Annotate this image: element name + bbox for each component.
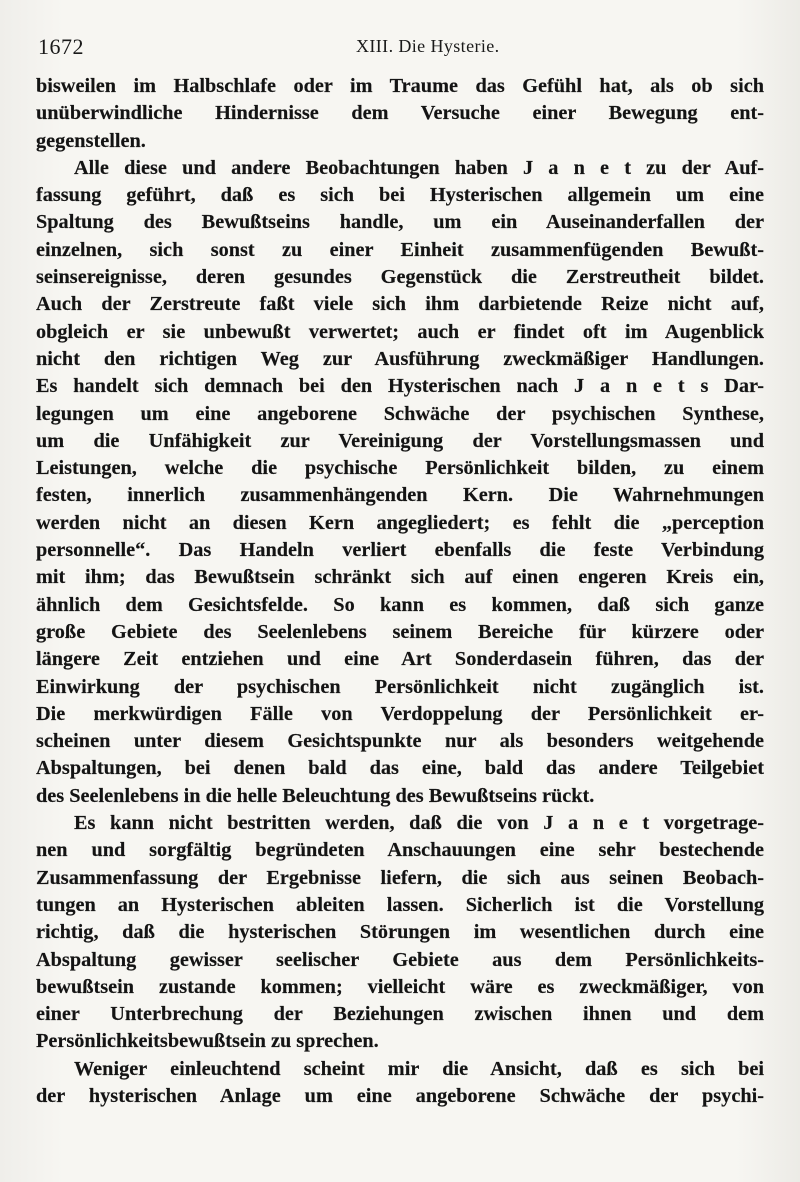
text-line: große Gebiete des Seelenlebens seinem Bereiche für kürzere oder: [36, 620, 764, 643]
text-line: richtig, daß die hysterischen Störungen im wesentlichen durch eine: [36, 921, 764, 944]
text-line: einer Unterbrechung der Beziehungen zwischen ihnen und dem: [36, 1003, 764, 1026]
text-line: nicht den richtigen Weg zur Ausführung zweckmäßiger Handlungen.: [36, 347, 764, 370]
text-line: einzelnen, sich sonst zu einer Einheit zusammenfügenden Bewußt-: [36, 238, 764, 261]
text-line: obgleich er sie unbewußt verwertet; auch er findet oft im Augenblick: [36, 320, 764, 343]
text-line: Es handelt sich demnach bei den Hysterischen nach J a n e t s Dar-: [36, 375, 764, 398]
text-line: Auch der Zerstreute faßt viele sich ihm darbietende Reize nicht auf,: [36, 293, 764, 316]
text-line: gegenstellen.: [36, 129, 146, 152]
page-header: [38, 34, 762, 64]
text-line: Die merkwürdigen Fälle von Verdoppelung der Persönlichkeit er-: [36, 702, 764, 725]
text-line: Alle diese und andere Beobachtungen haben J a n e t zu der Auf-: [74, 156, 764, 179]
text-line: ähnlich dem Gesichtsfelde. So kann es kommen, daß sich ganze: [36, 593, 764, 616]
text-line: bewußtsein zustande kommen; vielleicht wäre es zweckmäßiger, von: [36, 975, 764, 998]
body-text: [36, 73, 764, 1110]
text-line: personnelle“. Das Handeln verliert ebenfalls die feste Verbindung: [36, 539, 764, 562]
text-line: längere Zeit entziehen und eine Art Sonderdasein führen, das der: [36, 648, 764, 671]
text-line: legungen um eine angeborene Schwäche der psychischen Synthese,: [36, 402, 764, 425]
text-line: Abspaltungen, bei denen bald das eine, bald das andere Teilgebiet: [36, 757, 764, 780]
text-line: unüberwindliche Hindernisse dem Versuche einer Bewegung ent-: [36, 102, 764, 125]
text-line: Es kann nicht bestritten werden, daß die von J a n e t vorgetrage-: [74, 812, 764, 835]
text-line: Leistungen, welche die psychische Persönlichkeit bilden, zu einem: [36, 457, 764, 480]
text-line: werden nicht an diesen Kern angegliedert; es fehlt die „perception: [36, 511, 764, 534]
text-line: der hysterischen Anlage um eine angeborene Schwäche der psychi-: [36, 1084, 764, 1107]
text-line: mit ihm; das Bewußtsein schränkt sich auf einen engeren Kreis ein,: [36, 566, 764, 589]
text-line: Einwirkung der psychischen Persönlichkeit nicht zugänglich ist.: [36, 675, 764, 698]
text-line: Spaltung des Bewußtseins handle, um ein Auseinanderfallen der: [36, 211, 764, 234]
text-line: Abspaltung gewisser seelischer Gebiete aus dem Persönlichkeits-: [36, 948, 764, 971]
page-number: 1672: [38, 34, 84, 59]
running-head: XIII. Die Hysterie.: [356, 36, 500, 56]
text-line: festen, innerlich zusammenhängenden Kern. Die Wahrnehmungen: [36, 484, 764, 507]
text-line: fassung geführt, daß es sich bei Hysterischen allgemein um eine: [36, 184, 764, 207]
text-line: Zusammenfassung der Ergebnisse liefern, die sich aus seinen Beobach-: [36, 866, 764, 889]
text-line: des Seelenlebens in die helle Beleuchtung des Bewußtseins rückt.: [36, 784, 595, 807]
text-line: Persönlichkeitsbewußtsein zu sprechen.: [36, 1030, 379, 1053]
text-line: um die Unfähigkeit zur Vereinigung der Vorstellungsmassen und: [36, 429, 764, 452]
text-line: bisweilen im Halbschlafe oder im Traume das Gefühl hat, als ob sich: [36, 75, 764, 97]
text-line: Weniger einleuchtend scheint mir die Ansicht, daß es sich bei: [74, 1057, 764, 1080]
text-line: seinsereignisse, deren gesundes Gegenstück die Zerstreutheit bildet.: [36, 266, 764, 289]
text-line: tungen an Hysterischen ableiten lassen. Sicherlich ist die Vorstellung: [36, 893, 764, 916]
text-line: nen und sorgfältig begründeten Anschauungen eine sehr bestechende: [36, 839, 764, 862]
text-line: scheinen unter diesem Gesichtspunkte nur als besonders weitgehende: [36, 730, 764, 753]
